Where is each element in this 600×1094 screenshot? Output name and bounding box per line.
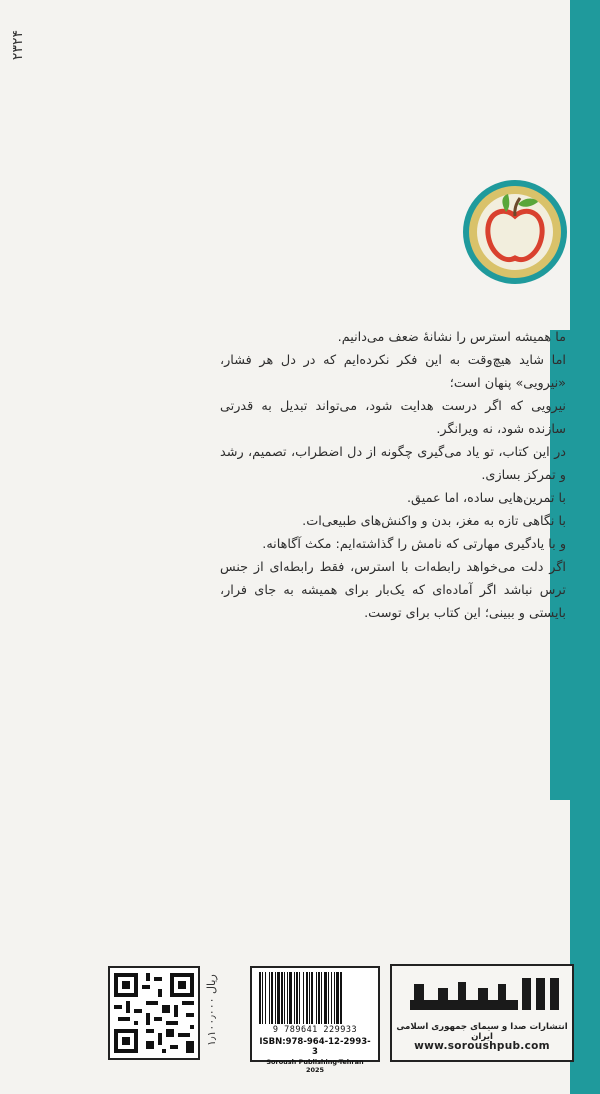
blurb-line: با تمرین‌هایی ساده، اما عمیق. xyxy=(406,491,566,506)
isbn-number: ISBN:978-964-12-2993-3 xyxy=(259,1037,371,1057)
publisher-box xyxy=(390,964,574,1062)
publisher-logo xyxy=(400,974,568,1014)
blurb-line: نیرویی که اگر درست هدایت شود، می‌تواند تبدیل به قدرتی سازنده شود، نه ویرانگر. xyxy=(220,399,566,437)
barcode xyxy=(257,972,375,1024)
catalog-number: ۲۳۲۴ xyxy=(10,30,26,61)
blurb-line: ما همیشه استرس را نشانهٔ ضعف می‌دانیم. xyxy=(337,330,566,345)
blurb-line: و با یادگیری مهارتی که نامش را گذاشته‌ایم: مکث آگاهانه. xyxy=(262,537,566,552)
publisher-english: Soroush Publishing-Tehran 2025 xyxy=(266,1058,364,1074)
publisher-website: www.soroushpub.com xyxy=(414,1040,550,1052)
barcode-digits: 9 789641 229933 xyxy=(272,1025,358,1035)
apple-logo xyxy=(460,178,570,286)
blurb-line: اگر دلت می‌خواهد رابطه‌ات با استرس، فقط رابطه‌ای از جنس ترس نباشد اگر آماده‌ای که یک‌بار برای همیشه به جای فرار، بایستی و ببینی؛ این کتاب برای توست. xyxy=(220,560,566,621)
price-label: ۱٫۱۰۰٫۰۰۰ ریال xyxy=(205,974,218,1046)
blurb-line: با نگاهی تازه به مغز، بدن و واکنش‌های طبیعی‌ات. xyxy=(302,514,566,529)
blurb-line: اما شاید هیچ‌وقت به این فکر نکرده‌ایم که در دل هر فشار، «نیرویی» پنهان است؛ xyxy=(220,353,566,391)
isbn-barcode-box xyxy=(250,966,380,1074)
qr-code xyxy=(108,966,200,1060)
blurb-line: در این کتاب، تو یاد می‌گیری چگونه از دل اضطراب، تصمیم، رشد و تمرکز بسازی. xyxy=(220,445,566,483)
publisher-tagline: انتشارات صدا و سیمای جمهوری اسلامی ایران xyxy=(396,1022,568,1042)
back-cover-blurb xyxy=(220,326,566,625)
cover-footer xyxy=(100,960,578,1080)
